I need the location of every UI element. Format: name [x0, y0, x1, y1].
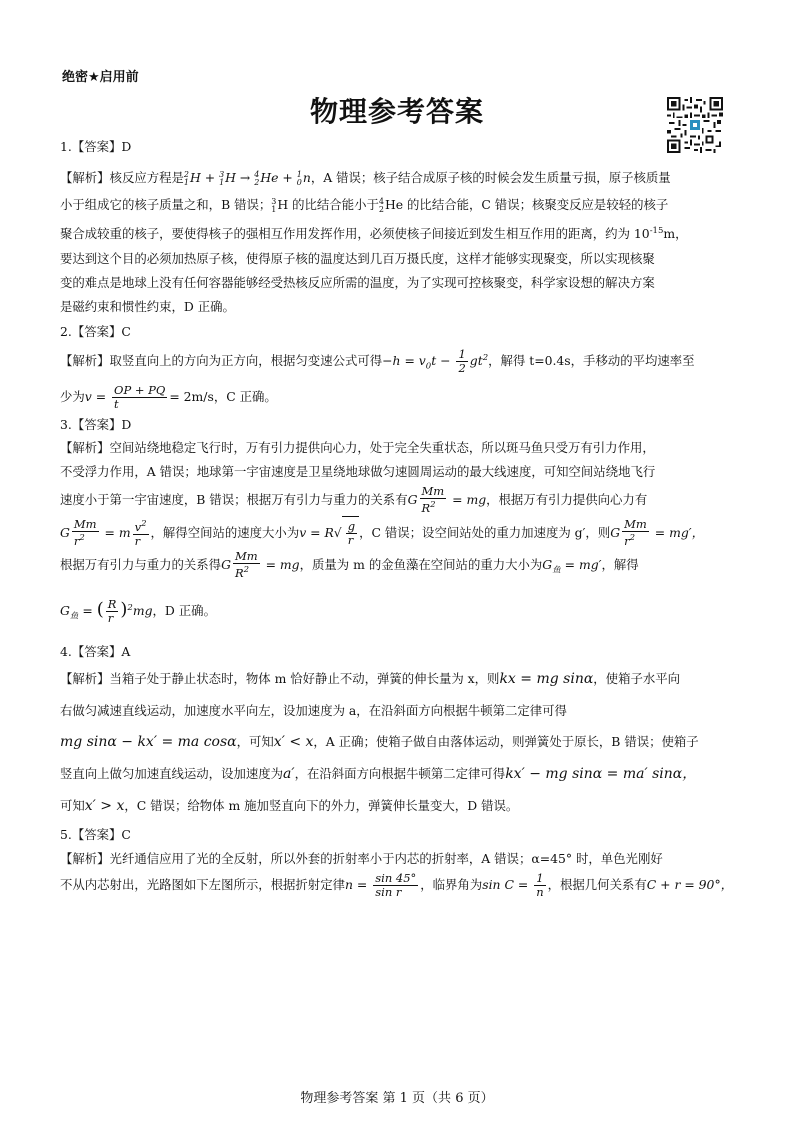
q4-text: ，C 错误；给物体 m 施加竖直向下的外力，弹簧伸长量变大，D 错误。 [124, 797, 519, 813]
q4-text: 竖直向上做匀加速直线运动，设加速度为 [60, 765, 284, 781]
q3-formula-gravity: G $\frac{Mm}{R^2}$ = mg [407, 484, 487, 516]
q1-text: 变的难点是地球上没有任何容器能够经受热核反应所需的温度，为了实现可控核聚变，科学家设想的解决方案 [60, 275, 655, 291]
q1-text: m， [663, 226, 688, 242]
q1-text: ，A 错误；核子结合成原子核的时候会发生质量亏损，原子核质量 [310, 170, 671, 185]
q2-text: ，解得 t=0.4s，手移动的平均速率至 [488, 353, 695, 369]
q5-explanation [60, 846, 738, 899]
q1-text: 聚合成较重的核子，要使得核子的强相互作用发挥作用，必须使核子间接近到发生相互作用的距离，约为 10 [60, 226, 650, 242]
q3-formula-gravity-2: G $\frac{Mm}{R^2}$ = mg [221, 549, 300, 581]
q4-formula-decel: mg sinα − kx′ = ma cosα [60, 733, 237, 750]
q3-text: ，解得 [601, 556, 639, 572]
q4-inequality-1: x′ < x [273, 733, 314, 750]
q4-formula-accel: kx′ − mg sinα = ma′ sinα， [505, 765, 697, 782]
q3-result [60, 586, 738, 639]
q4-explanation [60, 663, 738, 822]
answer-content [60, 134, 738, 899]
q1-text: 是磁约束和惯性约束，D 正确。 [60, 299, 235, 315]
q3-formula-station: G $\frac{Mm}{r^2}$ = mg′， [610, 517, 704, 549]
q4-accel-symbol: a′ [283, 765, 295, 782]
q2-text: = 2m/s，C 正确。 [169, 388, 277, 404]
q1-explanation: 【解析】核反应方程是 2 1 H + 3 1 H → 4 2 He + 1 0 n，A 错误；核子结合成原子核的时候会发生质量亏损，原子核质量 小于组成它的核子质量之和，B 错误； 3 1 H 的比结合能小于 4 2 He 的比结合能，C 错误；核聚变反应是较轻的核子 聚合成较重的核子，要使得核子的强相互作用发挥作用，必须使核子间接近到发生相互作用的距离，约为 $10^{-15}m$， [60, 169, 688, 242]
q4-text: 【解析】当箱子处于静止状态时，物体 m 恰好静止不动，弹簧的伸长量为 x，则 [60, 670, 500, 686]
q4-inequality-2: x′ > x [84, 797, 125, 814]
q5-formula-geometry: C + r = 90°， [646, 876, 734, 892]
q4-text: ，可知 [236, 733, 274, 749]
q4-formula-static: kx = mg sinα [499, 670, 594, 687]
q1-text: 小于组成它的核子质量之和，B 错误； [60, 197, 272, 212]
q5-text: ，临界角为 [420, 876, 483, 892]
q3-text: ，D 正确。 [152, 603, 216, 619]
q3-explanation-formulas [60, 484, 738, 586]
q2-text: 【解析】取竖直向上的方向为正方向，根据匀变速公式可得 [60, 353, 383, 369]
q3-formula-velocity: v = R√ $\frac{g}{r}$ [299, 525, 359, 540]
q5-text: 不从内芯射出，光路图如下左图所示，根据折射定律 [60, 876, 345, 892]
q5-answer: 5.【答案】C [60, 826, 131, 842]
q2-text: 少为 [60, 388, 85, 404]
confidential-mark: 绝密★启用前 [62, 70, 139, 85]
q4-answer: 4.【答案】A [60, 643, 131, 659]
q3-text: ，C 错误；设空间站处的重力加速度为 g′，则 [359, 524, 611, 540]
q3-text: 【解析】空间站绕地稳定飞行时，万有引力提供向心力，处于完全失重状态，所以斑马鱼只受万有引力作用， [60, 439, 655, 455]
q4-text: ，A 正确；使箱子做自由落体运动，则弹簧处于原长，B 错误；使箱子 [313, 733, 699, 749]
q3-explanation [60, 436, 738, 484]
q5-formula-refraction: n = $\frac{\sin 45^\circ}{\text{sin r}}$ [344, 870, 417, 899]
q3-text: 不受浮力作用，A 错误；地球第一宇宙速度是卫星绕地球做匀速圆周运动的最大线速度，可知空间站绕地飞行 [60, 463, 656, 479]
q1-equation: 2 1 H + 3 1 H → 4 2 He + 1 0 n [183, 169, 311, 187]
page-title: 物理参考答案 [309, 95, 484, 128]
q1-answer: 1.【答案】D [60, 139, 132, 154]
q4-text: 可知 [60, 797, 85, 813]
q1-text: He 的比结合能，C 错误；核聚变反应是较轻的核子 [384, 197, 669, 212]
q3-formula-result: $G_鱼$ = ( $\frac{R}{r}$ )$^2$mg [60, 597, 153, 626]
q4-text: 右做匀减速直线运动，加速度水平向左，设加速度为 a，在沿斜面方向根据牛顿第二定律可得 [60, 702, 567, 718]
q2-answer: 2.【答案】C [60, 324, 131, 340]
q3-text: ，解得空间站的速度大小为 [150, 524, 300, 540]
q3-answer: 3.【答案】D [60, 416, 132, 432]
q1-text: 要达到这个目的必须加热原子核，使得原子核的温度达到几百万摄氏度，这样才能够实现聚变，所以实现核聚 [60, 251, 655, 267]
q3-text: ，质量为 m 的金鱼藻在空间站的重力大小为 [299, 556, 543, 572]
page-footer: 物理参考答案 第 1 页（共 6 页） [300, 1091, 494, 1106]
q3-text: ，根据万有引力提供向心力有 [486, 491, 648, 507]
q5-text: 【解析】光纤通信应用了光的全反射，所以外套的折射率小于内芯的折射率，A 错误；α=45° 时，单色光刚好 [60, 850, 663, 866]
q5-formula-critical: sin C = $\frac{1}{n}$ [482, 870, 544, 899]
q2-formula: $-h = v_0t$ − $\frac{1}{2}$ $gt^2$ [382, 347, 489, 376]
q1-explanation-cont [60, 247, 738, 319]
q3-formula-centripetal: G $\frac{Mm}{r^2}$ = m $\frac{v^2}{r}$ [60, 517, 147, 549]
q1-text: 【解析】核反应方程是 [60, 170, 184, 185]
q3-formula-weight: $G_鱼 = mg'$ [542, 556, 602, 576]
q5-text: ，根据几何关系有 [547, 876, 647, 892]
q3-text: 根据万有引力与重力的关系得 [60, 556, 222, 572]
q2-speed-formula: v = $\frac{OP + PQ}{t}$ [84, 382, 166, 411]
q1-text: H 的比结合能小于 [277, 197, 379, 212]
q3-text: 速度小于第一宇宙速度，B 错误；根据万有引力与重力的关系有 [60, 491, 408, 507]
q1-exponent: -15 [649, 226, 664, 236]
q4-text: ，在沿斜面方向根据牛顿第二定律可得 [294, 765, 506, 781]
q2-explanation [60, 343, 738, 412]
q4-text: ，使箱子水平向 [593, 670, 681, 686]
